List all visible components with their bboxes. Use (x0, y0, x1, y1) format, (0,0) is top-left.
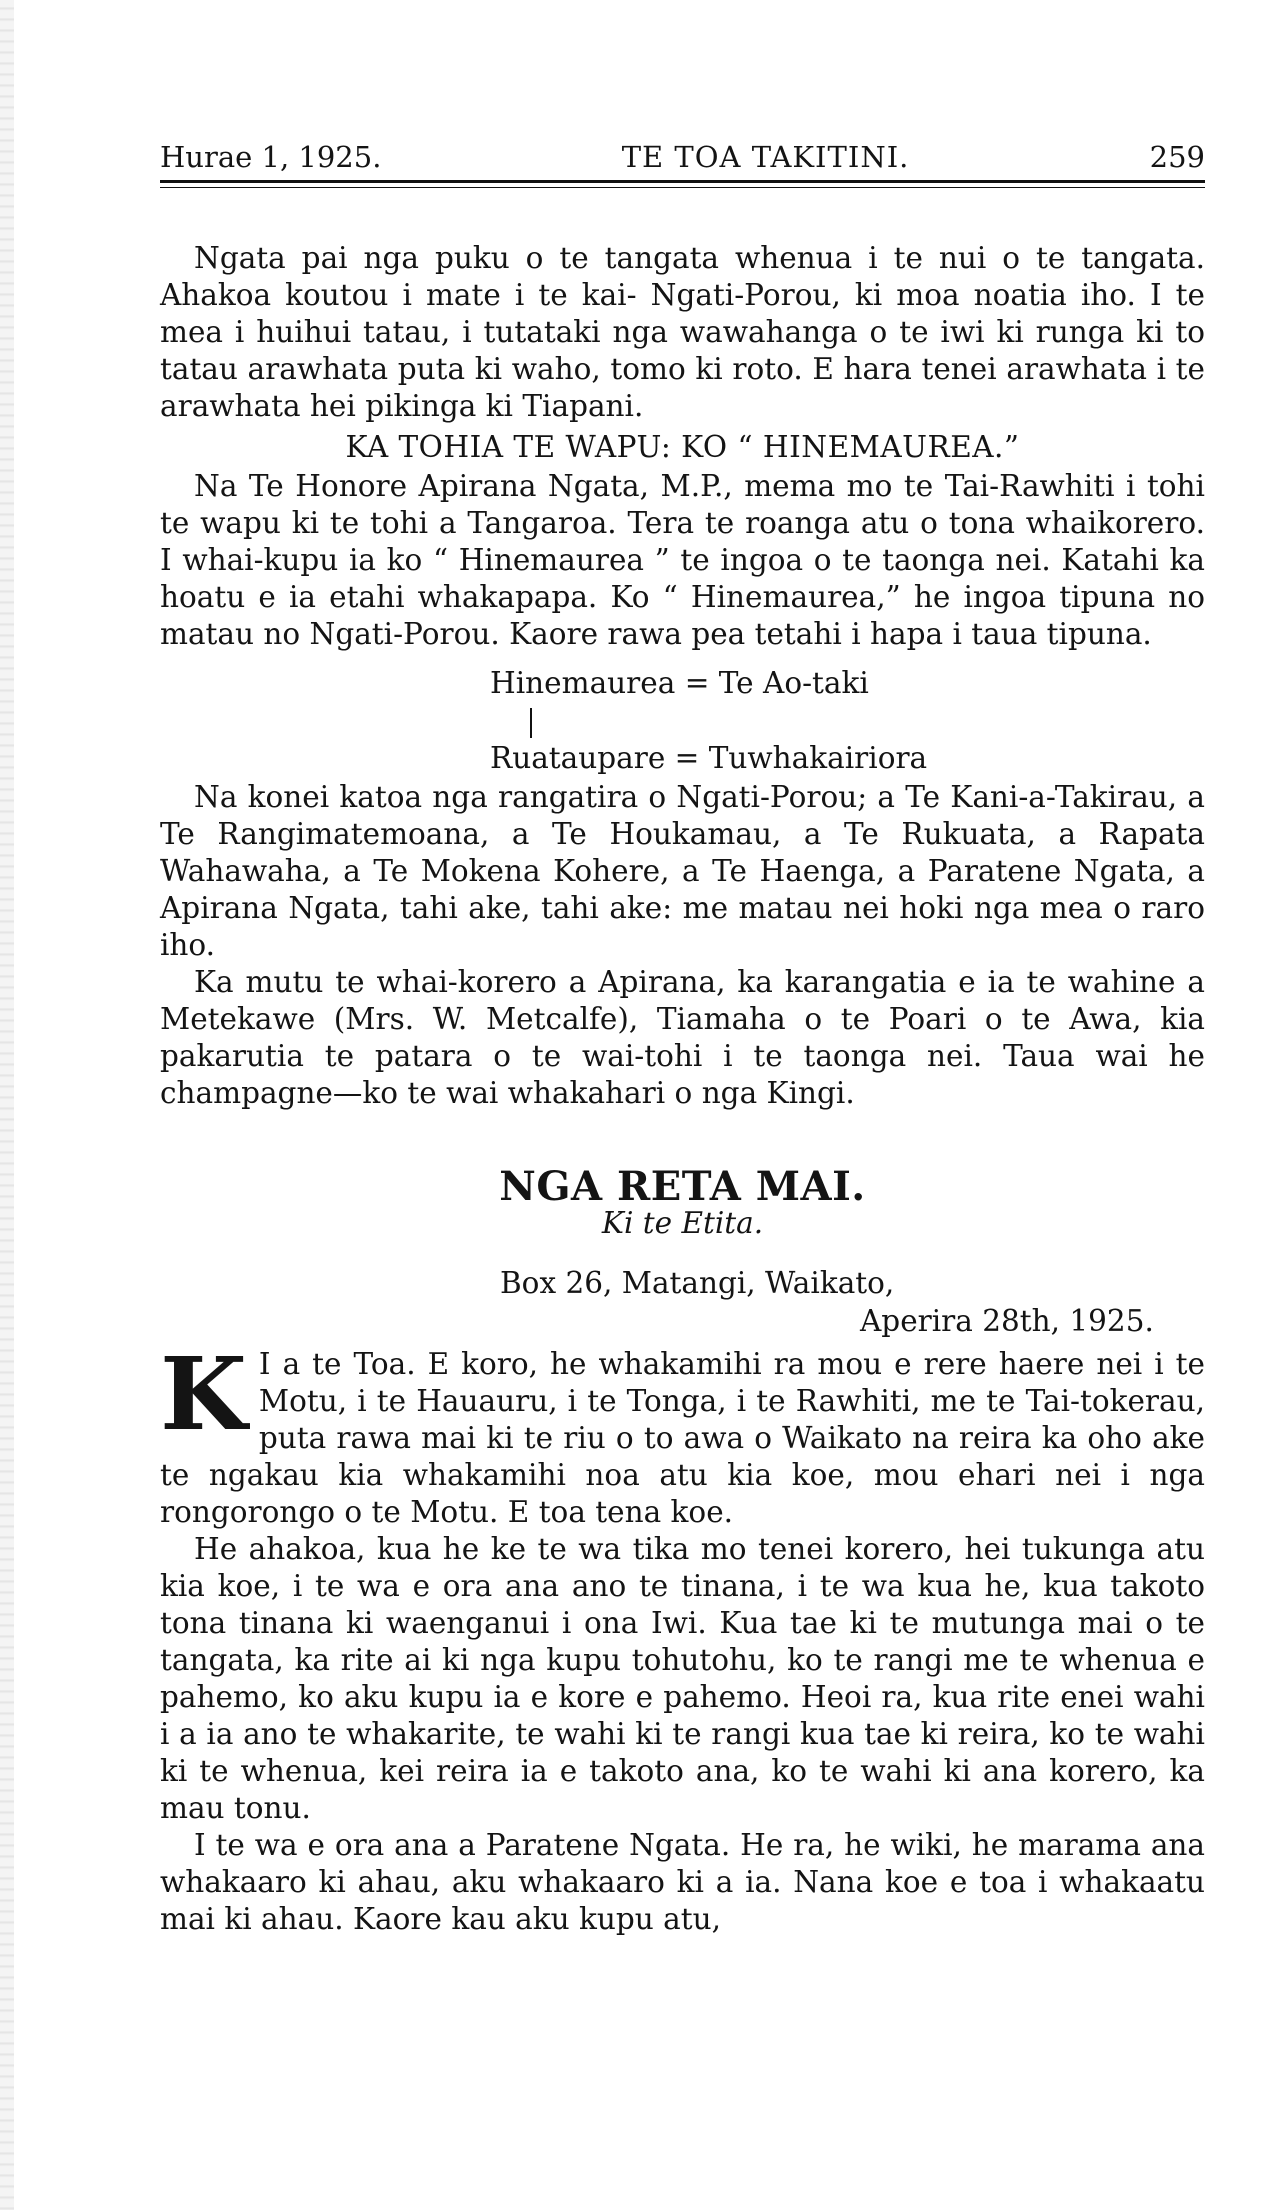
letter-paragraph-3: I te wa e ora ana a Paratene Ngata. He ra, he wiki, he marama ana whakaaro ki ahau, aku whakaaro ki a ia. Nana koe e toa i whakaatu mai ki ahau. Kaore kau aku kupu atu, (160, 1828, 1205, 1936)
genealogy-line-1: Hinemaurea = Te Ao-taki (490, 666, 869, 700)
letter-paragraph-1-text: I a te Toa. E koro, he whakamihi ra mou e rere haere nei i te Motu, i te Hauauru, i te Tonga, i te Rawhiti, me te Tai-tokerau, puta rawa mai ki te riu o to awa o Waikato na reira ka oho ake te ngakau kia whakamihi noa atu kia koe, mou ehari nei i nga rongorongo o te Motu. E toa tena koe. (160, 1347, 1205, 1529)
ceremony-paragraph: Ka mutu te whai-korero a Apirana, ka karangatia e ia te wahine a Metekawe (Mrs. W. Metcalfe), Tiamaha o te Poari o te Awa, kia pakarutia te patara o te wai-tohi i te taonga nei. Taua wai he champagne—ko te wai whakahari o nga Kingi. (160, 965, 1205, 1110)
running-header (160, 140, 1205, 178)
letter-paragraph-2: He ahakoa, kua he ke te wa tika mo tenei korero, hei tukunga atu kia koe, i te wa e ora ana ano te tinana, i te wa kua he, kua takoto tona tinana ki waenganui i ona Iwi. Kua tae ki te mutunga mai o te tangata, ka rite ai ki nga kupu tohutohu, ko te rangi me te whenua e pahemo, ko aku kupu ia e kore e pahemo. Heoi ra, kua rite enei wahi i a ia ano te whakarite, te wahi ki te rangi kua tae ki reira, ko te wahi ki te whenua, kei reira ia e takoto ana, ko te wahi ki ana korero, ka mau tonu. (160, 1532, 1205, 1825)
letter-paragraph-1 (160, 1335, 1205, 1531)
letters-subheading: Ki te Etita. (601, 1206, 764, 1240)
intro-paragraph: Ngata pai nga puku o te tangata whenua i te nui o te tangata. Ahakoa koutou i mate i te kai- Ngati-Porou, ki moa noatia iho. I te mea i huihui tatau, i tutataki nga wawahanga o te iwi ki runga ki to tatau arawhata puta ki waho, tomo ki roto. E hara tenei arawhata i te arawhata hei pikinga ki Tiapani. (160, 241, 1205, 423)
letter-address (160, 1264, 1205, 1340)
genealogy-line-2: Ruataupare = Tuwhakairiora (490, 741, 928, 775)
section-heading: KA TOHIA TE WAPU: KO “ HINEMAUREA.” (345, 430, 1020, 464)
page (160, 140, 1205, 1938)
address-line-1: Box 26, Matangi, Waikato, (500, 1266, 895, 1300)
scan-edge (0, 0, 14, 2210)
header-title: TE TOA TAKITINI. (621, 140, 910, 174)
header-date: Hurae 1, 1925. (160, 140, 382, 174)
article-body (160, 240, 1205, 1938)
header-rule-thin (160, 187, 1205, 188)
address-line-2: Aperira 28th, 1925. (860, 1304, 1154, 1338)
page-number: 259 (1149, 140, 1205, 174)
drop-cap: K (160, 1335, 247, 1453)
genealogy (490, 665, 1010, 777)
section-paragraph: Na Te Honore Apirana Ngata, M.P., mema mo te Tai-Rawhiti i tohi te wapu ki te tohi a Tangaroa. Tera te roanga atu o tona whaikorero. I whai-kupu ia ko “ Hinemaurea ” te ingoa o te taonga nei. Katahi ka hoatu e ia etahi whakapapa. Ko “ Hinemaurea,” he ingoa tipuna no matau no Ngati-Porou. Kaore rawa pea tetahi i hapa i taua tipuna. (160, 469, 1205, 651)
genealogy-connector (530, 708, 532, 738)
chiefs-paragraph: Na konei katoa nga rangatira o Ngati-Porou; a Te Kani-a-Takirau, a Te Rangimatemoana, a Te Houkamau, a Te Rukuata, a Rapata Wahawaha, a Te Mokena Kohere, a Te Haenga, a Paratene Ngata, a Apirana Ngata, tahi ake, tahi ake: me matau nei hoki nga mea o raro iho. (160, 780, 1205, 962)
letters-heading: NGA RETA MAI. (499, 1163, 866, 1210)
header-rule (160, 180, 1205, 183)
